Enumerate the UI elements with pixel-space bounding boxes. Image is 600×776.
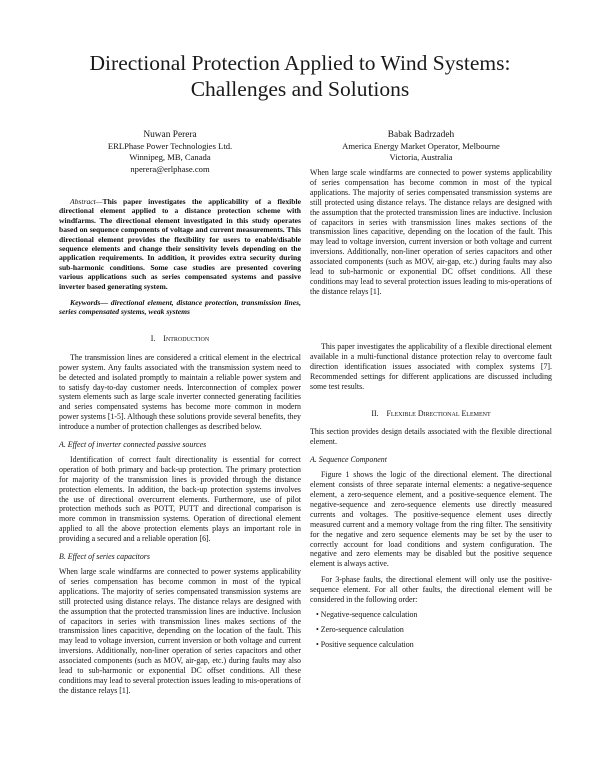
sequence-paragraph-2: For 3-phase faults, the directional element will only use the positive-sequence element. For all other faults, the directional element will be considered in the following order:	[310, 575, 552, 605]
paper-title	[40, 50, 560, 102]
author-block-2	[301, 130, 541, 164]
paper-scope-paragraph: This paper investigates the applicability of a flexible directional element available in a multi-functional distance protection relay to overcome fault direction identification issues associated with complex systems [7]. Recommended settings for different applications are discussed including some test results.	[310, 342, 552, 391]
title-line-1: Directional Protection Applied to Wind Systems:	[89, 51, 511, 75]
section-heading-flexible	[310, 409, 552, 419]
keywords: Keywords— directional element, distance protection, transmission lines, series compensated systems, weak systems	[59, 298, 301, 317]
sequence-paragraph-1: Figure 1 shows the logic of the directional element. The directional element consists of three separate internal elements: a negative-sequence element, a zero-sequence element, and a positive-sequence element. The negative-sequence and zero-sequence elements use directly measured currents and voltages. The positive-sequence element uses directly measured current and a memory voltage from the ring filter. The sensitivity for the negative and zero sequence elements may be set by the user to correctly account for load conditions and system configuration. The negative and zero elements may be disabled but the positive sequence element is always active.	[310, 470, 552, 569]
subsection-heading-b: B. Effect of series capacitors	[59, 552, 150, 562]
section-number: I.	[150, 333, 156, 343]
author-location: Victoria, Australia	[389, 152, 453, 163]
abstract-lead: Abstract—	[70, 197, 103, 206]
author-name: Nuwan Perera	[143, 130, 197, 140]
bullet-item: • Negative-sequence calculation	[310, 610, 552, 620]
author-block-1	[50, 130, 290, 175]
author-location: Winnipeg, MB, Canada	[129, 152, 211, 163]
section-number: II.	[371, 408, 379, 418]
author-affiliation: America Energy Market Operator, Melbourne	[342, 141, 500, 152]
subsection-heading-sequence: A. Sequence Component	[310, 455, 387, 465]
right-column	[310, 168, 552, 650]
subsection-b-paragraph-continued	[310, 168, 552, 336]
abstract-text: This paper investigates the applicability of a flexible directional element applied to a distance protection scheme with windfarms. The directional element investigated in this study operates based on sequence components of voltage and current measurements. This directional element provides the flexibility for users to enable/disable sequence elements and change their sensitivity levels depending on the application requirements. In addition, it provides extra security during sub-harmonic conditions. Some case studies are presented covering various applications such as series compensated systems and passive inverter based generating system.	[59, 197, 301, 291]
left-column	[59, 197, 301, 695]
section-2-intro: This section provides design details associated with the flexible directional element.	[310, 427, 552, 447]
section-title: Introduction	[163, 333, 210, 343]
section-heading-introduction	[59, 334, 301, 344]
subsection-a-paragraph: Identification of correct fault directionality is essential for correct operation of both primary and back-up protection. The primary protection for majority of the transmission lines is provided through the distance protection elements. In addition, the back-up protection systems involves the use of directional overcurrent elements. Furthermore, use of pilot protection methods such as POTT, PUTT and directional comparison is more common in transmission systems. Operation of directional element applied to all the above protection elements plays an important role in providing a secured and a reliable operation [6].	[59, 454, 301, 544]
author-affiliation: ERLPhase Power Technologies Ltd.	[107, 141, 233, 152]
title-line-2: Challenges and Solutions	[190, 77, 410, 101]
section-title: Flexible Directional Element	[386, 408, 491, 418]
intro-paragraph: The transmission lines are considered a critical element in the electrical power system. Any faults associated with the transmission system need to be detected and isolated promptly to maintain a reliable power system and to satisfy day-to-day customer needs. Interconnection of complex power system elements such as large scale inverter connected generating facilities and series compensated systems has become more common in modern power systems [1-5]. Although these solutions provide several benefits, they introduce a number of protection challenges as described below.	[59, 352, 301, 432]
subsection-heading-a: A. Effect of inverter connected passive sources	[59, 440, 207, 450]
author-name: Babak Badrzadeh	[387, 130, 455, 140]
subsection-b-paragraph: When large scale windfarms are connected to power systems applicability of series compensation has become common in most of the typical applications. The majority of series compensated transmission systems are still protected using distance relays. The distance relays are designed with the assumption that the protected transmission lines are inductive. Inclusion of capacitors in series with transmission lines makes sections of the transmission lines capacitive, depending on the location of the fault. This may lead to voltage inversion, current inversion or both voltage and current inversions. Additionally, non-liner operation of series capacitors and other associated components (such as MOV, air-gap, etc.) during faults may also lead to sub-harmonic or exponential DC offset conditions. All these conditions may lead to several protection issues leading to mis-operations of the distance relays [1].	[59, 567, 301, 695]
author-email: nperera@erlphase.com	[130, 163, 210, 174]
bullet-item: • Positive sequence calculation	[310, 640, 552, 650]
abstract	[59, 197, 301, 291]
bullet-item: • Zero-sequence calculation	[310, 625, 552, 635]
continued-text: When large scale windfarms are connected to power systems applicability of series compensation has become common in most of the typical applications. The majority of series compensated transmission systems are still protected using distance relays. The distance relays are designed with the assumption that the protected transmission lines are inductive. Inclusion of capacitors in series with transmission lines makes sections of the transmission lines capacitive, depending on the location of the fault. This may lead to voltage inversion, current inversion or both voltage and current inversions. Additionally, non-liner operation of series capacitors and other associated components (such as MOV, air-gap, etc.) during faults may also lead to sub-harmonic or exponential DC offset conditions. All these conditions may lead to several protection issues leading to mis-operations of the distance relays [1].	[310, 168, 552, 296]
